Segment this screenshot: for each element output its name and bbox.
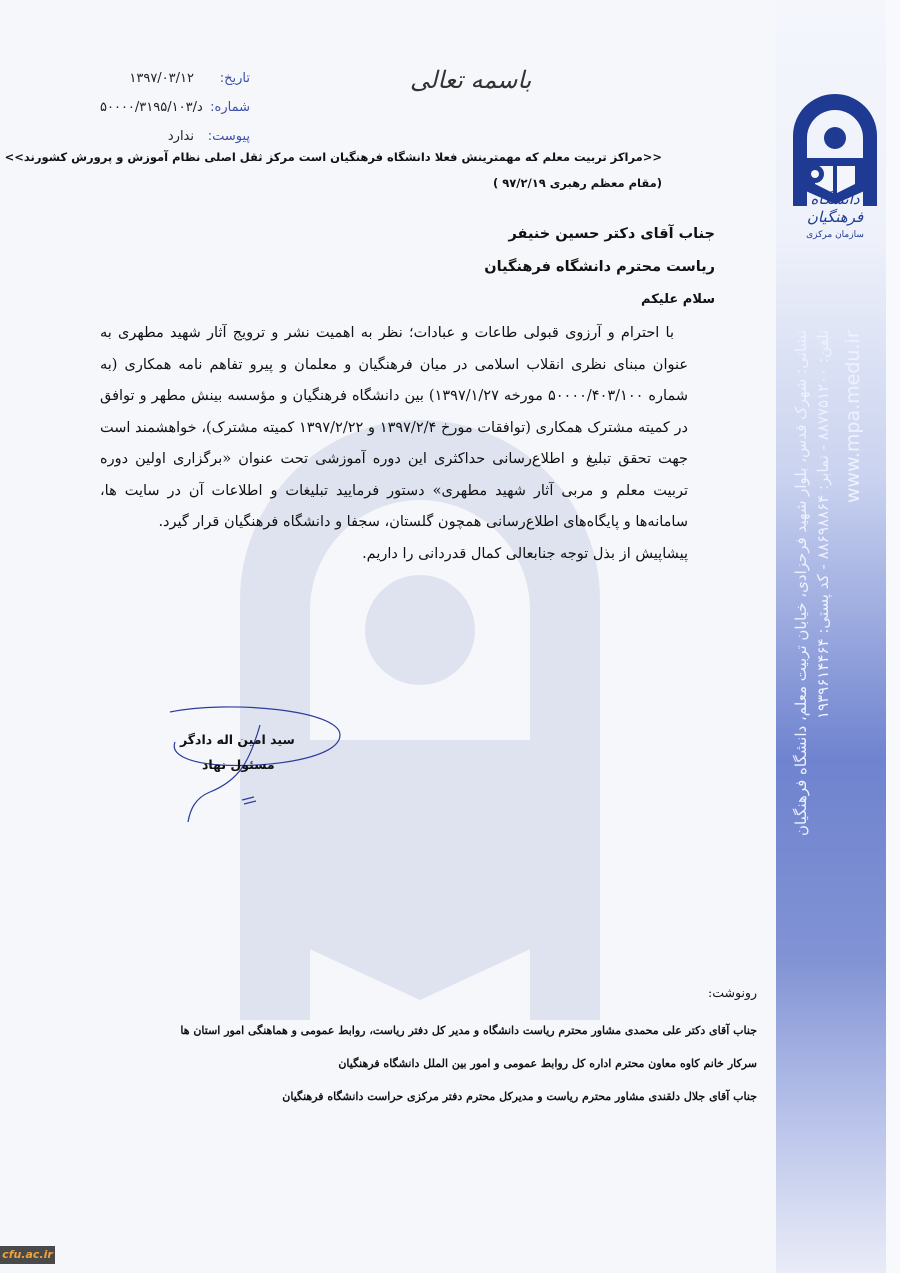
cc-item: جناب آقای جلال دلقندی مشاور محترم ریاست و مدیرکل محترم دفتر مرکزی حراست دانشگاه فرهنگیان xyxy=(282,1090,757,1103)
sidebar-contact: تلفن: ۸۸۷۷۵۱۲۰۰ - نمابر: ۸۸۶۹۸۸۶۴ - کد پستی: ۱۹۳۹۶۱۴۴۶۴ xyxy=(814,330,832,720)
sidebar-website: www.mpa.medu.ir xyxy=(842,330,864,503)
meta-number-value: د/۵۰۰۰۰/۳۱۹۵/۱۰۳ xyxy=(100,100,203,115)
site-watermark-badge: cfu.ac.ir xyxy=(0,1246,55,1264)
signatory-name: سید امین اله دادگر xyxy=(180,732,295,747)
meta-date xyxy=(100,64,250,93)
addressee-name: جناب آقای دکتر حسین خنیفر xyxy=(508,226,715,242)
invocation: باسمه تعالی xyxy=(410,66,532,94)
meta-number-label: شماره: xyxy=(210,100,250,115)
body-paragraph: با احترام و آرزوی قبولی طاعات و عبادات؛ نظر به اهمیت نشر و ترویج آثار شهید مطهری به عنوان مبنای نظری انقلاب اسلامی در میان فرهنگیان و معلمان و پیرو تفاهم نامه همکاری (به شماره ۵۰۰۰۰/۴۰۳/۱۰۰ مورخه ۱۳۹۷/۱/۲۷) بین دانشگاه فرهنگیان و مؤسسه بینش مطهر و توافق در کمیته مشترک همکاری (توافقات مورخ ۱۳۹۷/۲/۴ و ۱۳۹۷/۲/۲۲ کمیته مشترک)، خواهشمند است جهت تحقق تبلیغ و اطلاع‌رسانی حداکثری این دوره آموزشی تحت عنوان «برگزاری اولین دوره تربیت معلم و مربی آثار شهید مطهری» دستور فرمایید تبلیغات و اطلاعات آن در سایت ها، سامانه‌ها و پایگاه‌های اطلاع‌رسانی همچون گلستان، سجفا و دانشگاه فرهنگیان قرار گیرد. xyxy=(100,325,688,530)
letter-body xyxy=(100,318,688,570)
letter-meta xyxy=(100,64,250,151)
meta-attachment xyxy=(100,122,250,151)
sidebar-contact-info xyxy=(790,330,870,1030)
motto-source: (مقام معظم رهبری ۹۷/۲/۱۹ ) xyxy=(493,176,662,190)
cc-heading: رونوشت: xyxy=(708,985,757,1000)
sidebar-address: نشانی: شهرک قدس، بلوار شهید فرحزادی، خیابان تربیت معلم، دانشگاه فرهنگیان xyxy=(792,330,810,836)
greeting: سلام علیکم xyxy=(641,292,715,307)
body-closing: پیشاپیش از بذل توجه جنابعالی کمال قدردانی را داریم. xyxy=(362,545,688,562)
logo-name: دانشگاه فرهنگیان xyxy=(806,190,864,226)
meta-date-value: ۱۳۹۷/۰۳/۱۲ xyxy=(129,71,194,86)
addressee-title: ریاست محترم دانشگاه فرهنگیان xyxy=(484,259,715,275)
motto-quote: <<مراکز تربیت معلم که مهمترینش فعلا دانشگاه فرهنگیان است مرکز ثقل اصلی نظام آموزش و پرورش کشورند>> xyxy=(4,150,662,164)
cc-item: سرکار خانم کاوه معاون محترم اداره کل روابط عمومی و امور بین الملل دانشگاه فرهنگیان xyxy=(338,1057,757,1070)
cc-item: جناب آقای دکتر علی محمدی مشاور محترم ریاست دانشگاه و مدیر کل دفتر ریاست، روابط عمومی و هماهنگی امور استان ها xyxy=(180,1024,757,1037)
meta-attachment-label: پیوست: xyxy=(207,129,250,144)
meta-date-label: تاریخ: xyxy=(219,71,250,86)
meta-number xyxy=(100,93,250,122)
logo-subtitle: سازمان مرکزی xyxy=(806,230,864,240)
cc-list xyxy=(180,1024,757,1123)
addressee xyxy=(484,226,715,292)
logo-caption xyxy=(780,190,890,240)
meta-attachment-value: ندارد xyxy=(167,129,194,144)
signatory-title: مسئول نهاد xyxy=(202,757,275,772)
